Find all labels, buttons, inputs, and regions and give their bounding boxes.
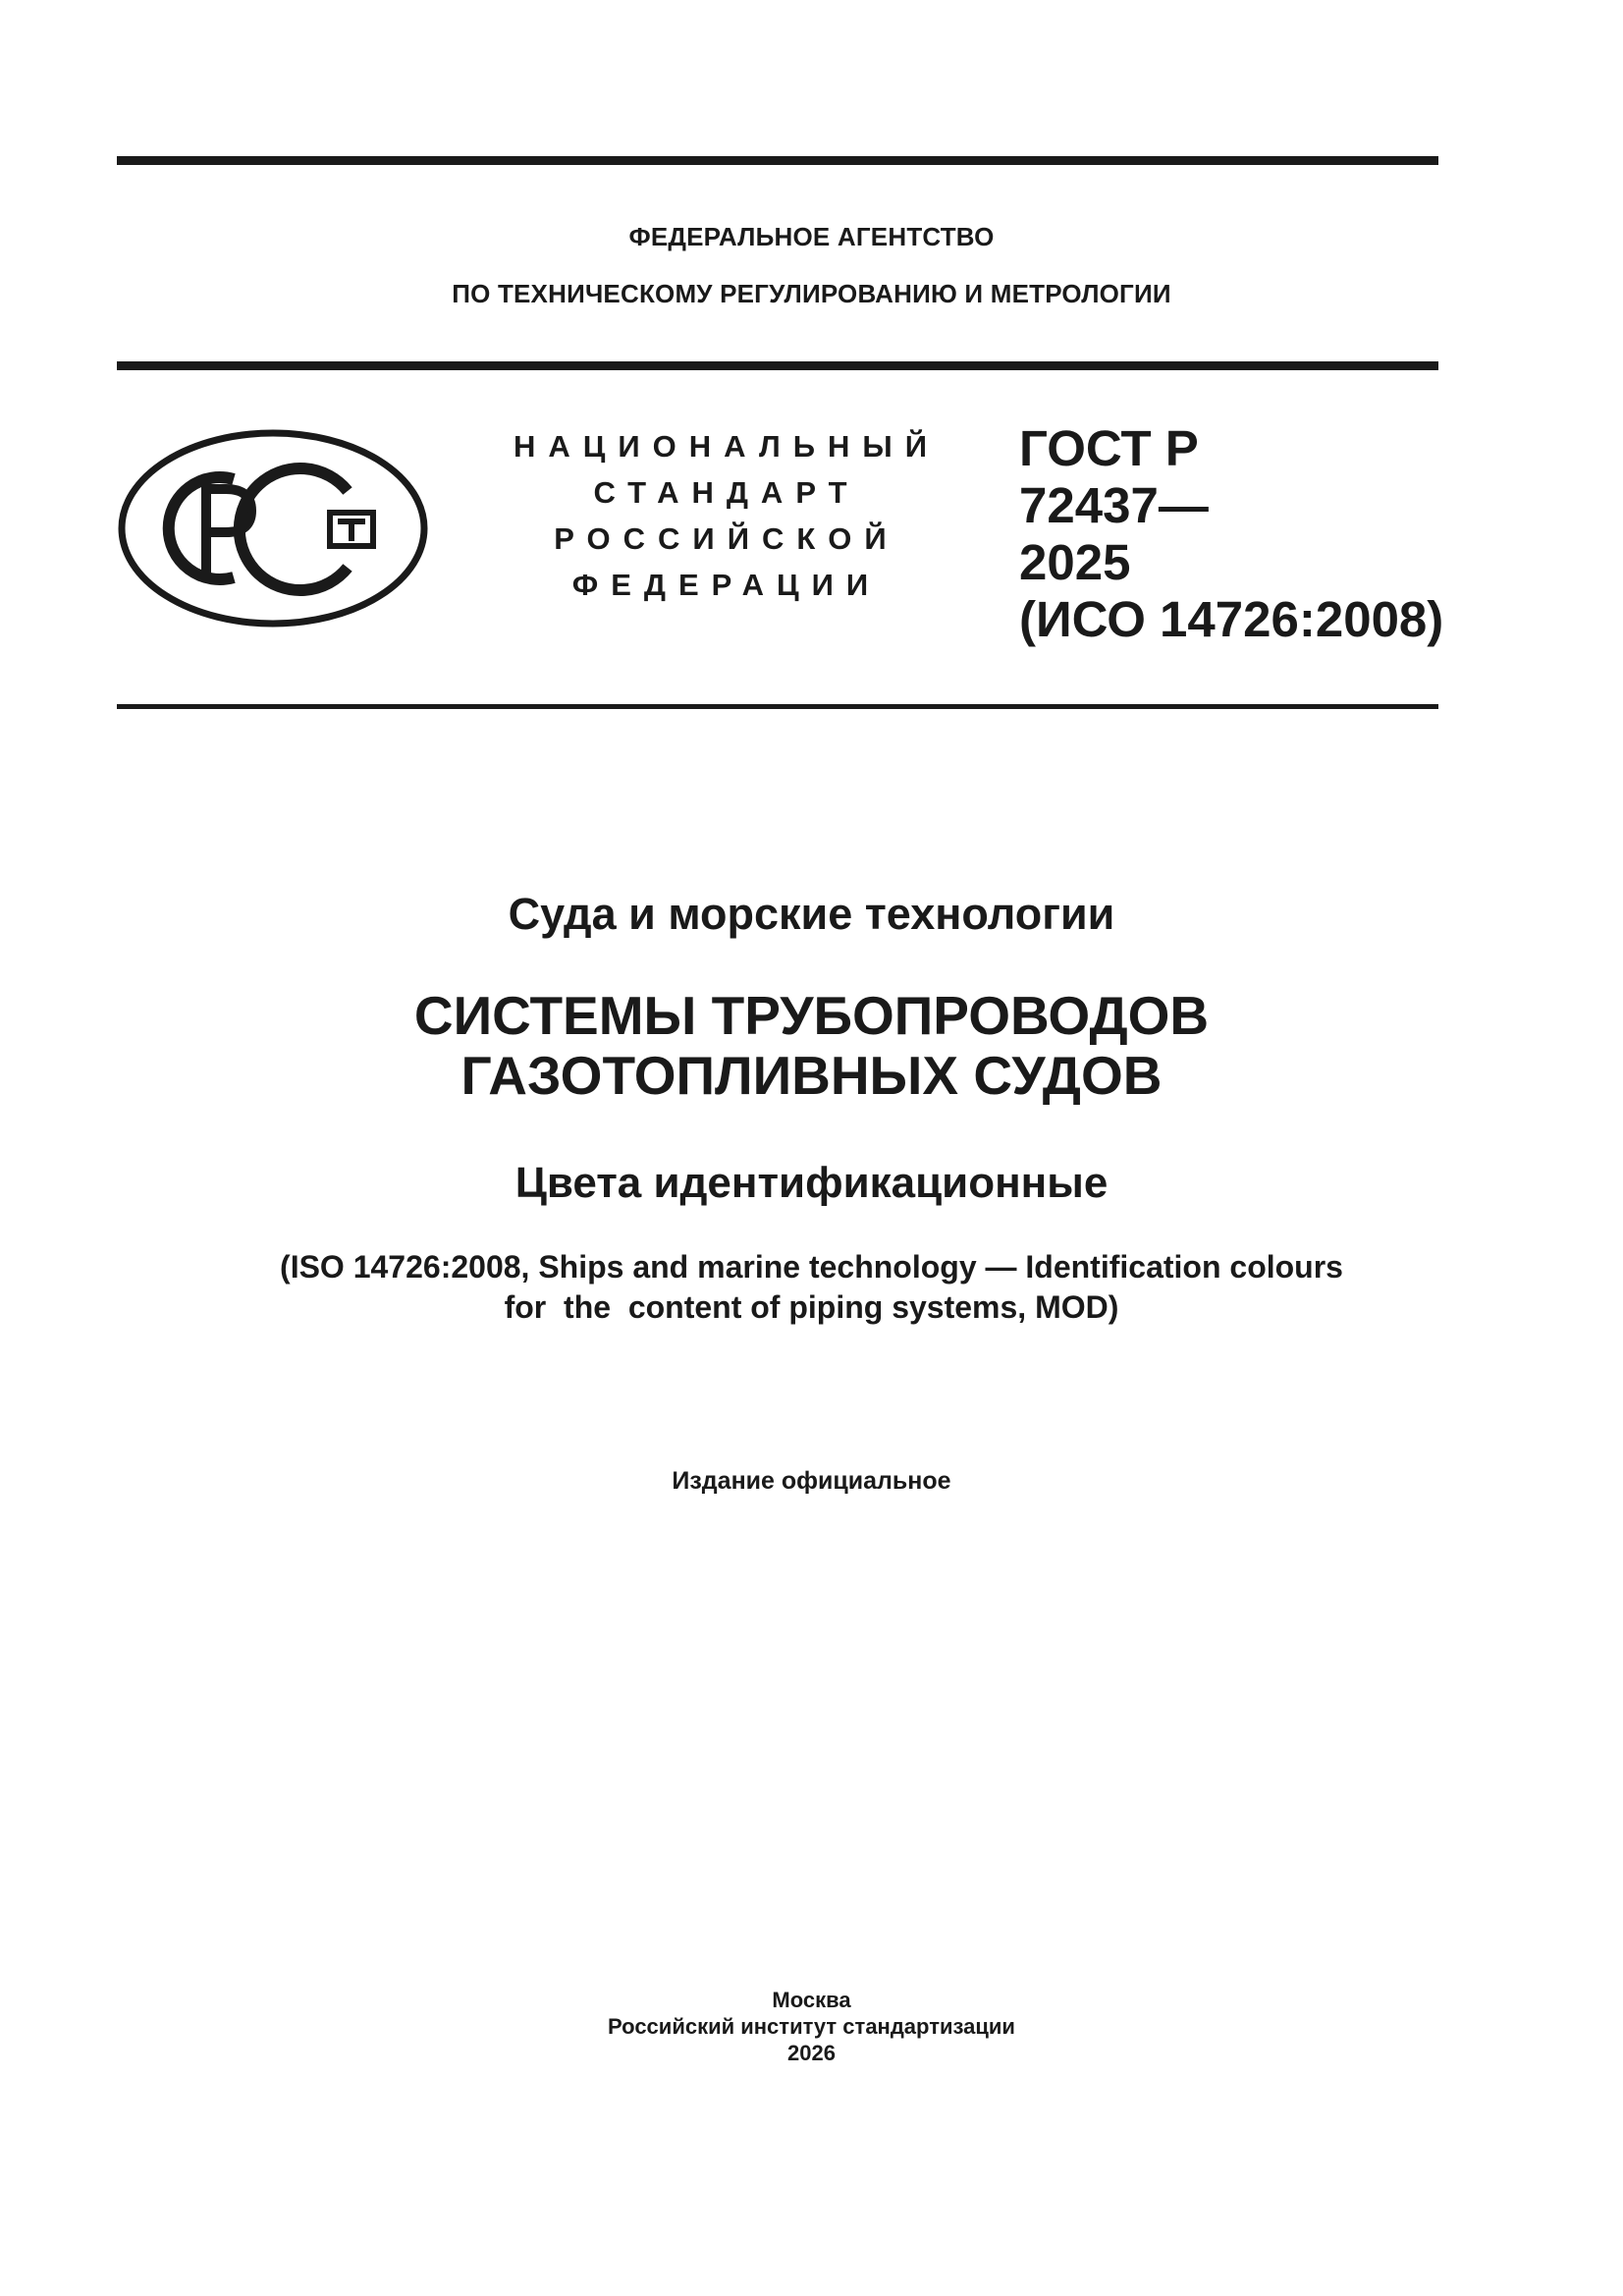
designation-rule <box>117 704 1438 709</box>
subject-heading: Суда и морские технологии <box>508 889 1115 939</box>
designation-line3: 2025 <box>1019 534 1131 590</box>
top-rule <box>117 156 1438 165</box>
national-standard-line3: РОССИЙСКОЙ <box>554 521 899 556</box>
agency-name-line1: ФЕДЕРАЛЬНОЕ АГЕНТСТВО <box>628 222 995 251</box>
standard-designation <box>1019 420 1443 648</box>
designation-line2: 72437— <box>1019 477 1209 533</box>
agency-name-line2: ПО ТЕХНИЧЕСКОМУ РЕГУЛИРОВАНИЮ И МЕТРОЛОГИИ <box>452 279 1171 308</box>
imprint <box>0 1987 1623 2066</box>
title-line1: СИСТЕМЫ ТРУБОПРОВОДОВ <box>413 985 1210 1046</box>
designation-line1: ГОСТ Р <box>1019 420 1199 476</box>
iso-reference-line1: (ISO 14726:2008, Ships and marine technology — Identification colours <box>280 1249 1343 1285</box>
designation-line4: (ИСО 14726:2008) <box>1019 591 1444 647</box>
imprint-city: Москва <box>772 1988 851 2012</box>
document-subtitle: Цвета идентификационные <box>514 1159 1109 1207</box>
iso-reference <box>0 1247 1623 1328</box>
iso-reference-line2: for the content of piping systems, MOD) <box>504 1289 1119 1325</box>
title-line2: ГАЗОТОПЛИВНЫХ СУДОВ <box>460 1045 1163 1106</box>
document-title <box>0 986 1623 1106</box>
imprint-publisher: Российский институт стандартизации <box>608 2014 1015 2039</box>
national-standard-label <box>511 423 943 608</box>
national-standard-line2: СТАНДАРТ <box>593 475 860 510</box>
header-rule <box>117 361 1438 370</box>
imprint-year: 2026 <box>787 2041 836 2065</box>
edition-label: Издание официальное <box>672 1467 951 1495</box>
rst-certification-mark-icon <box>116 428 430 629</box>
national-standard-line4: ФЕДЕРАЦИИ <box>571 568 882 602</box>
national-standard-line1: НАЦИОНАЛЬНЫЙ <box>513 429 941 464</box>
